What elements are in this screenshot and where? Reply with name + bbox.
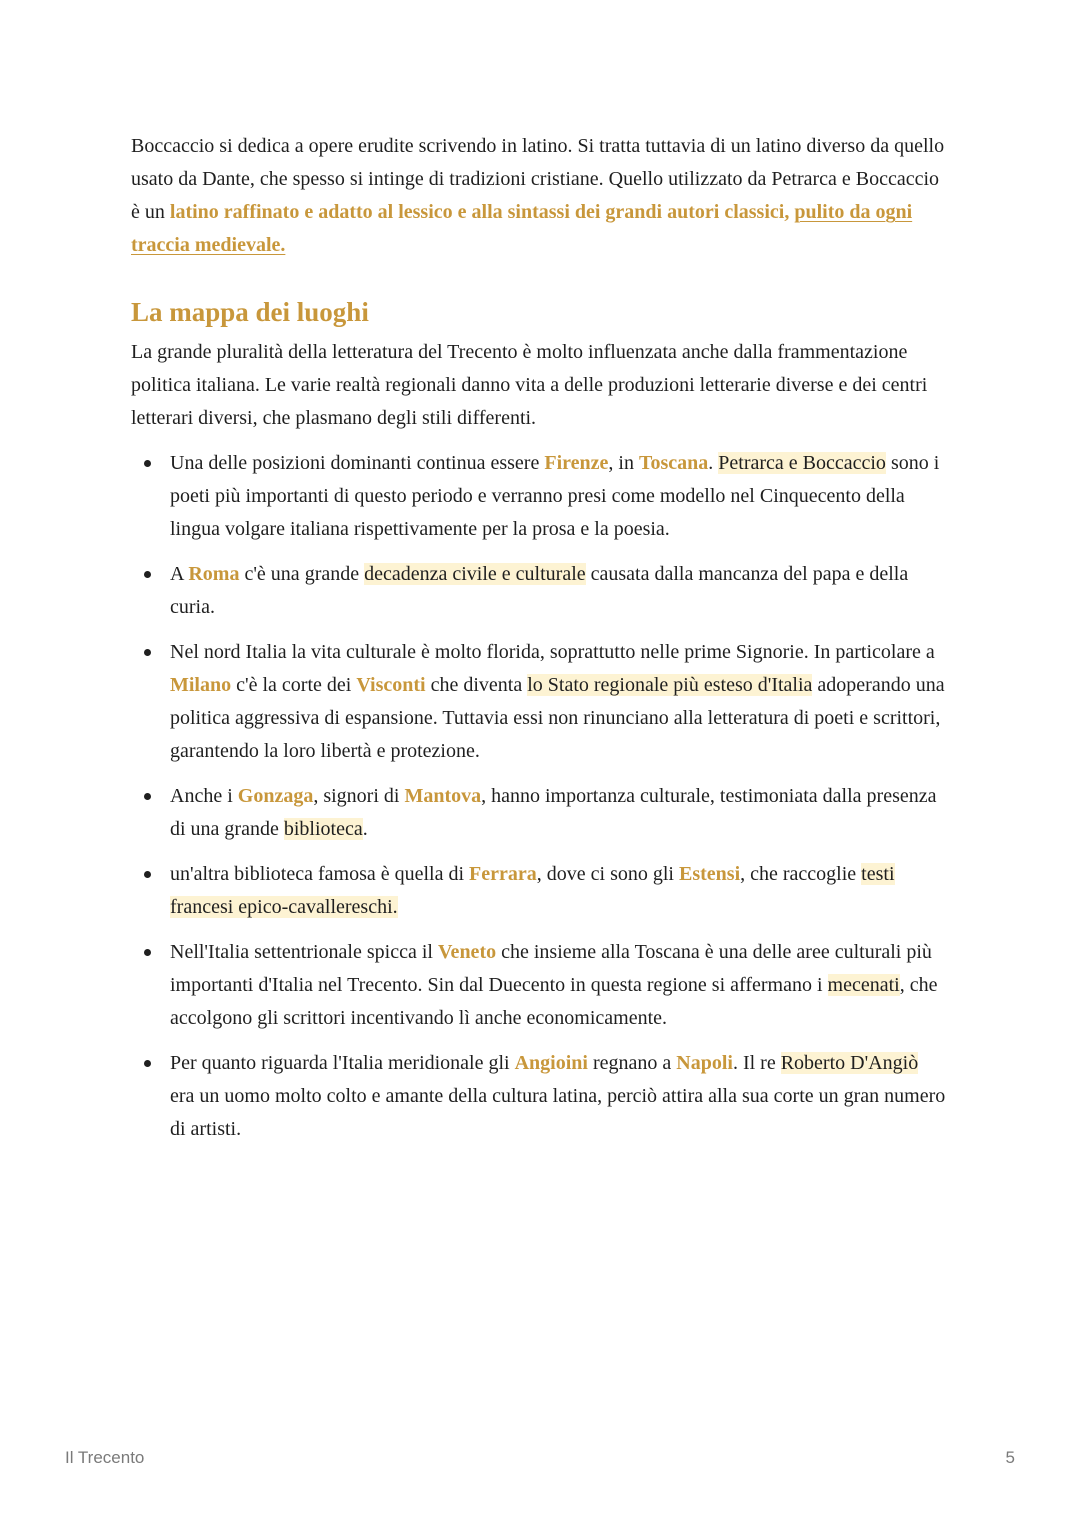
- bullet-item: [131, 858, 946, 924]
- bullet-text: Una delle posizioni dominanti continua essere: [170, 452, 545, 474]
- bullet-item: [131, 636, 946, 768]
- bullet-text: , in: [608, 452, 639, 474]
- bullet-emphasized-text: Roma: [188, 563, 240, 585]
- bullet-highlighted-text: Petrarca e Boccaccio: [718, 452, 886, 474]
- footer-title: Il Trecento: [65, 1448, 145, 1467]
- bullet-emphasized-text: Veneto: [437, 941, 497, 963]
- bullet-text: , signori di: [313, 785, 405, 807]
- bullet-emphasized-text: Napoli: [676, 1052, 733, 1074]
- bullet-text: c'è la corte dei: [231, 674, 357, 696]
- bullet-text: era un uomo molto colto e amante della cultura latina, perciò attira alla sua corte un gran numero di artisti.: [170, 1085, 946, 1140]
- bullet-highlighted-text: mecenati: [827, 974, 900, 996]
- bullet-emphasized-text: Gonzaga: [237, 785, 314, 807]
- bullet-text: causata dalla mancanza del papa e della curia.: [170, 563, 909, 618]
- bullet-text: Nell'Italia settentrionale spicca il: [170, 941, 438, 963]
- bullet-text: , dove ci sono gli: [536, 863, 679, 885]
- bullet-item: [131, 936, 946, 1035]
- bullet-text: un'altra biblioteca famosa è quella di: [170, 863, 470, 885]
- places-bullet-list: [131, 447, 946, 1146]
- bullet-emphasized-text: Toscana: [638, 452, 709, 474]
- section-intro-paragraph: La grande pluralità della letteratura del Trecento è molto influenzata anche dalla frammentazione politica italiana. Le varie realtà regionali danno vita a delle produzioni letterarie diverse e dei centri letterari diversi, che plasmano degli stili differenti.: [131, 341, 928, 429]
- bullet-text: , hanno importanza culturale, testimoniata dalla presenza di una grande: [170, 785, 937, 840]
- page-content: [131, 130, 946, 1158]
- bullet-text: Per quanto riguarda l'Italia meridionale gli: [170, 1052, 515, 1074]
- bullet-item: [131, 447, 946, 546]
- bullet-emphasized-text: Firenze: [544, 452, 609, 474]
- bullet-item: [131, 558, 946, 624]
- bullet-text: , che raccoglie: [740, 863, 862, 885]
- bullet-highlighted-text: testi francesi epico-cavallereschi.: [170, 863, 895, 918]
- bullet-text: Nel nord Italia la vita culturale è molto florida, soprattutto nelle prime Signorie. In particolare a: [170, 641, 935, 663]
- bullet-emphasized-text: Angioini: [514, 1052, 588, 1074]
- bullet-emphasized-text: Mantova: [404, 785, 482, 807]
- bullet-dot-icon: [144, 460, 151, 467]
- bullet-text: adoperando una politica aggressiva di espansione. Tuttavia essi non rinunciano alla letteratura di poeti e scrittori, garantendo la loro libertà e protezione.: [170, 674, 945, 762]
- bullet-text: , che accolgono gli scrittori incentivando lì anche economicamente.: [170, 974, 938, 1029]
- bullet-highlighted-text: decadenza civile e culturale: [364, 563, 586, 585]
- bullet-text: sono i poeti più importanti di questo periodo e verranno presi come modello nel Cinquecento della lingua volgare italiana rispettivamente per la prosa e la poesia.: [170, 452, 940, 540]
- bullet-dot-icon: [144, 949, 151, 956]
- bullet-text: .: [708, 452, 719, 474]
- bullet-highlighted-text: lo Stato regionale più esteso d'Italia: [527, 674, 813, 696]
- bullet-highlighted-text: Roberto D'Angiò: [780, 1052, 919, 1074]
- bullet-text: c'è una grande: [239, 563, 365, 585]
- intro-emphasized-text: latino raffinato e adatto al lessico e alla sintassi dei grandi autori classici,: [169, 201, 790, 223]
- bullet-text: . Il re: [732, 1052, 781, 1074]
- section-heading: La mappa dei luoghi: [131, 297, 369, 327]
- bullet-emphasized-text: Milano: [170, 674, 232, 696]
- intro-paragraph: [131, 130, 946, 262]
- intro-emphasized-text: pulito da ogni traccia medievale.: [131, 201, 913, 256]
- bullet-dot-icon: [144, 793, 151, 800]
- bullet-dot-icon: [144, 571, 151, 578]
- bullet-text: .: [362, 818, 368, 840]
- bullet-text: regnano a: [587, 1052, 677, 1074]
- bullet-highlighted-text: biblioteca: [283, 818, 363, 840]
- bullet-dot-icon: [144, 1060, 151, 1067]
- bullet-item: [131, 780, 946, 846]
- bullet-text: che diventa: [425, 674, 528, 696]
- bullet-item: [131, 1047, 946, 1146]
- page-number: 5: [1005, 1448, 1015, 1467]
- bullet-dot-icon: [144, 871, 151, 878]
- intro-text: Boccaccio si dedica a opere erudite scrivendo in latino. Si tratta tuttavia di un latino diverso da quello usato da Dante, che spesso si intinge di tradizioni cristiane. Quello utilizzato da Petrarca e Boccaccio è un: [131, 135, 945, 223]
- bullet-emphasized-text: Visconti: [356, 674, 426, 696]
- bullet-text: A: [170, 563, 189, 585]
- bullet-dot-icon: [144, 649, 151, 656]
- bullet-emphasized-text: Ferrara: [469, 863, 537, 885]
- bullet-text: che insieme alla Toscana è una delle aree culturali più importanti d'Italia nel Trecento. Sin dal Duecento in questa regione si affermano i: [170, 941, 932, 996]
- bullet-text: Anche i: [170, 785, 238, 807]
- bullet-emphasized-text: Estensi: [679, 863, 741, 885]
